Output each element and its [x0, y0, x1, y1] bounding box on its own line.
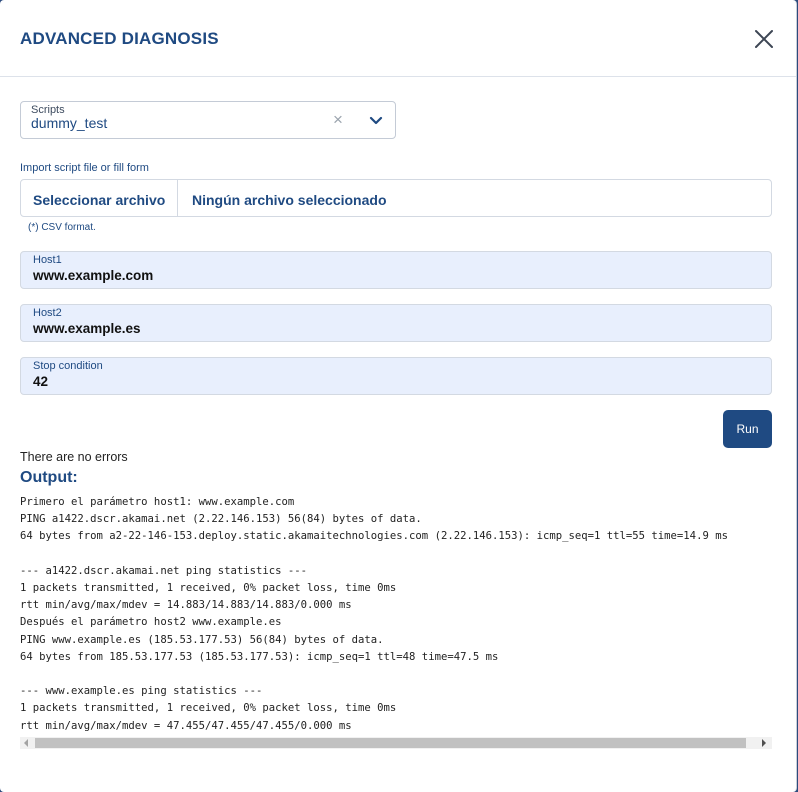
scroll-right-arrow-icon[interactable] [762, 739, 766, 747]
scripts-select[interactable] [20, 101, 396, 139]
file-input[interactable] [20, 179, 772, 217]
output-line: 64 bytes from a2-22-146-153.deploy.static.akamaitechnologies.com (2.22.146.153): icmp_seq=1 ttl=55 time=14.9 ms [20, 530, 728, 543]
horizontal-scrollbar[interactable] [20, 737, 772, 749]
output-title: Output: [20, 469, 78, 486]
output-line [20, 666, 772, 683]
scrollbar-thumb[interactable] [35, 738, 746, 748]
output-line: Después el parámetro host2 www.example.es [20, 616, 282, 629]
clear-selection-icon[interactable]: × [333, 110, 343, 129]
close-button[interactable] [752, 27, 776, 51]
output-line: --- www.example.es ping statistics --- [20, 685, 263, 698]
stop-condition-field[interactable] [20, 357, 772, 395]
selected-file-name: Ningún archivo seleccionado [192, 192, 387, 208]
run-button[interactable]: Run [723, 410, 772, 448]
output-line: --- a1422.dscr.akamai.net ping statistics --- [20, 564, 308, 577]
output-line: Primero el parámetro host1: www.example.com [20, 496, 295, 508]
host1-input[interactable]: www.example.com [33, 268, 154, 283]
output-line: PING a1422.dscr.akamai.net (2.22.146.153) 56(84) bytes of data. [20, 513, 422, 526]
scroll-left-arrow-icon[interactable] [24, 739, 28, 747]
close-icon [752, 27, 776, 51]
host1-field[interactable] [20, 251, 772, 289]
dialog-title: ADVANCED DIAGNOSIS [20, 29, 219, 48]
output-line: PING www.example.es (185.53.177.53) 56(84) bytes of data. [20, 633, 384, 646]
error-status: There are no errors [20, 450, 128, 464]
output-line: 1 packets transmitted, 1 received, 0% packet loss, time 0ms [20, 702, 397, 715]
host1-label: Host1 [33, 254, 62, 266]
output-line: 64 bytes from 185.53.177.53 (185.53.177.53): icmp_seq=1 ttl=48 time=47.5 ms [20, 650, 499, 663]
stop-condition-label: Stop condition [33, 360, 103, 372]
output-console [20, 494, 772, 736]
csv-format-hint: (*) CSV format. [28, 222, 96, 233]
scripts-label: Scripts [31, 104, 65, 116]
stop-condition-input[interactable]: 42 [33, 374, 49, 389]
chevron-down-icon[interactable] [369, 114, 383, 128]
host2-input[interactable]: www.example.es [33, 321, 141, 336]
choose-file-button[interactable]: Seleccionar archivo [21, 180, 178, 216]
output-line: 1 packets transmitted, 1 received, 0% packet loss, time 0ms [20, 582, 397, 595]
output-line [20, 546, 772, 563]
output-line: rtt min/avg/max/mdev = 47.455/47.455/47.455/0.000 ms [20, 719, 352, 732]
host2-label: Host2 [33, 307, 62, 319]
scripts-selected-value: dummy_test [31, 115, 108, 131]
import-label: Import script file or fill form [20, 162, 149, 174]
output-line: rtt min/avg/max/mdev = 14.883/14.883/14.883/0.000 ms [20, 599, 352, 612]
dialog-header [0, 0, 796, 77]
host2-field[interactable] [20, 304, 772, 342]
